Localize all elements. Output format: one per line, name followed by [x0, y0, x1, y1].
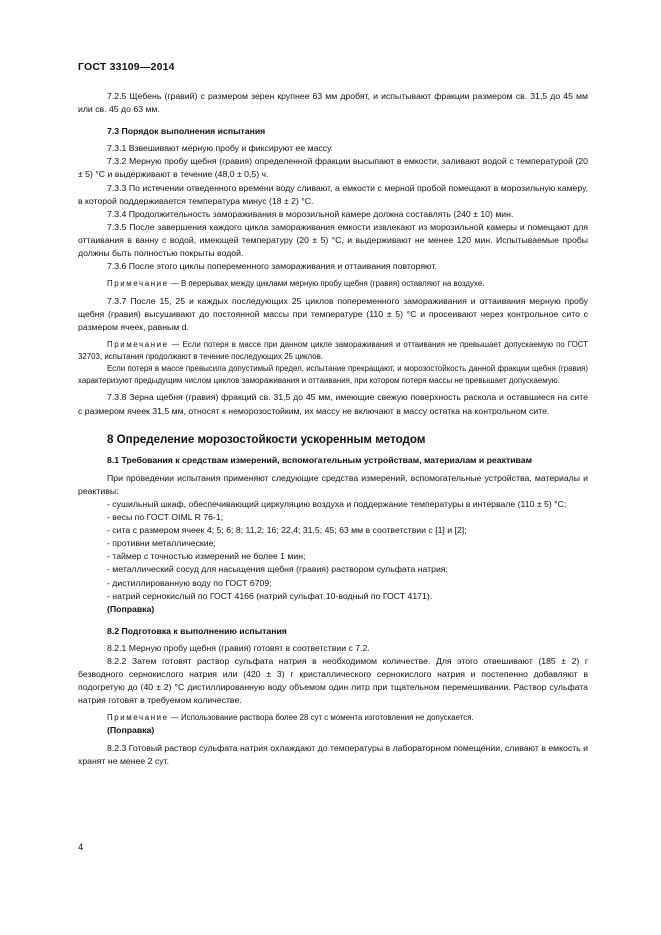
note-text: — В перерывах между циклами мерную пробу щебня (гравия) оставляют на воздухе.	[168, 279, 485, 289]
paragraph-7-3-8: 7.3.8 Зерна щебня (гравия) фракций св. 31,5 до 45 мм, имеющие свежую поверхность раскола и оставшиеся на сите с размером ячеек 31,5 мм, относят к неморозостойким, их массу не включают в массу остатка на контрольном сите.	[78, 392, 588, 416]
paragraph-8-2-1: 8.2.1 Мерную пробу щебня (гравия) готовят в соответствии с 7.2.	[107, 642, 370, 653]
note-1	[78, 278, 588, 290]
note-text: — Использование раствора более 28 сут с момента изготовления не допускается.	[168, 713, 474, 723]
paragraph-7-3-6: 7.3.6 После этого циклы попеременного замораживания и оттаивания повторяют.	[107, 261, 437, 272]
heading-8-2: 8.2 Подготовка к выполнению испытания	[107, 625, 287, 636]
paragraph-8-2-2: 8.2.2 Затем готовят раствор сульфата натрия в необходимом количестве. Для этого отвешивают (185 ± 2) г безводного сернокислого натрия или (420 ± 3) г кристаллического сернокислого натрия и постепенно добавляют в подогретую до (40 ± 2) °С дистиллированную воду объемом один литр при тщательном перемешивании. Раствор сульфата натрия готовят в требуемом количестве.	[78, 655, 588, 706]
document-header: ГОСТ 33109—2014	[78, 61, 175, 73]
paragraph-7-3-2: 7.3.2 Мерную пробу щебня (гравия) определенной фракции высыпают в емкости, заливают водой с температурой (20 ± 5) °С и выдерживают в течение (48,0 ± 0,5) ч.	[78, 156, 588, 180]
page-number: 4	[78, 842, 84, 853]
list-item: - противни металлические;	[107, 538, 216, 549]
paragraph-7-3-5: 7.3.5 После завершения каждого цикла замораживания емкости извлекают из морозильной камеры и помещают для оттаивания в ванну с водой, имеющей температуру (20 ± 5) °С, и выдерживают не менее 120 мин. Испытываемые пробы должны быть полностью покрыты водой.	[78, 221, 588, 259]
heading-7-3: 7.3 Порядок выполнения испытания	[107, 126, 266, 137]
paragraph-7-3-1: 7.3.1 Взвешивают мерную пробу и фиксируют ее массу.	[107, 143, 333, 154]
list-item: - сита с размером ячеек 4; 5; 6; 8; 11,2; 16; 22,4; 31,5; 45; 63 мм в соответствии с [1] и [2];	[107, 525, 467, 536]
list-item: - таймер с точностью измерений не более 1 мин;	[107, 551, 306, 562]
amendment-mark: (Поправка)	[107, 725, 155, 736]
note-label: Примечание	[107, 279, 169, 289]
list-item: - сушильный шкаф, обеспечивающий циркуляцию воздуха и поддержание температуры в интервале (110 ± 5) °С;	[107, 498, 567, 509]
list-item: - металлический сосуд для насыщения щебня (гравия) раствором сульфата натрия;	[107, 564, 448, 575]
paragraph-7-2-5: 7.2.5 Щебень (гравий) с размером зерен крупнее 63 мм дробят, и испытывают фракции размером св. 31,5 до 45 мм или св. 45 до 63 мм.	[78, 91, 588, 115]
heading-8-1: 8.1 Требования к средствам измерений, вспомогательным устройствам, материалам и реактивам	[107, 454, 533, 465]
list-item: - натрий сернокислый по ГОСТ 4166 (натрий сульфат 10-водный по ГОСТ 4171).	[107, 590, 433, 601]
amendment-mark: (Поправка)	[107, 603, 155, 614]
paragraph-7-3-3: 7.3.3 По истечении отведенного времени воду сливают, а емкости с мерной пробой помещают в морозильную камеру, в которой поддерживается температура минус (18 ± 2) °С.	[78, 182, 588, 206]
paragraph-7-3-7: 7.3.7 После 15, 25 и каждых последующих 25 циклов попеременного замораживания и оттаивания мерную пробу щебня (гравия) высушивают до постоянной массы при температуре (110 ± 5) °С и просеивают через контрольное сито с размером ячеек, равным d.	[78, 296, 588, 333]
document-body	[78, 90, 588, 768]
note-label: Примечание	[107, 340, 169, 350]
note-text: — Если потеря в массе при данном цикле замораживания и оттаивания не превышает допускаемую по ГОСТ 32703, испытания продолжают в течение последующих 25 циклов.	[78, 340, 588, 362]
list-item: - дистиллированную воду по ГОСТ 6709;	[107, 577, 272, 588]
note-2-continued: Если потеря в массе превысила допустимый предел, испытание прекращают, и морозостойкость данной фракции щебня (гравия) характеризуют предыдущим числом циклов замораживания и оттаивания, при котором потеря массы не превышает допускаемую.	[78, 363, 588, 385]
note-2	[78, 339, 588, 363]
note-label: Примечание	[107, 713, 169, 723]
paragraph-8-1: При проведении испытания применяют следующие средства измерений, вспомогательные устройства, материалы и реактивы:	[78, 472, 588, 496]
paragraph-8-2-3: 8.2.3 Готовый раствор сульфата натрия охлаждают до температуры в лабораторном помещении, сливают в емкость и хранят не менее 2 сут.	[78, 743, 588, 767]
heading-section-8: 8 Определение морозостойкости ускоренным методом	[107, 432, 426, 446]
paragraph-7-3-4: 7.3.4 Продолжительность замораживания в морозильной камере должна составлять (240 ± 10) мин.	[107, 208, 514, 219]
note-3	[78, 712, 588, 724]
list-item: - весы по ГОСТ OIML R 76-1;	[107, 512, 224, 523]
